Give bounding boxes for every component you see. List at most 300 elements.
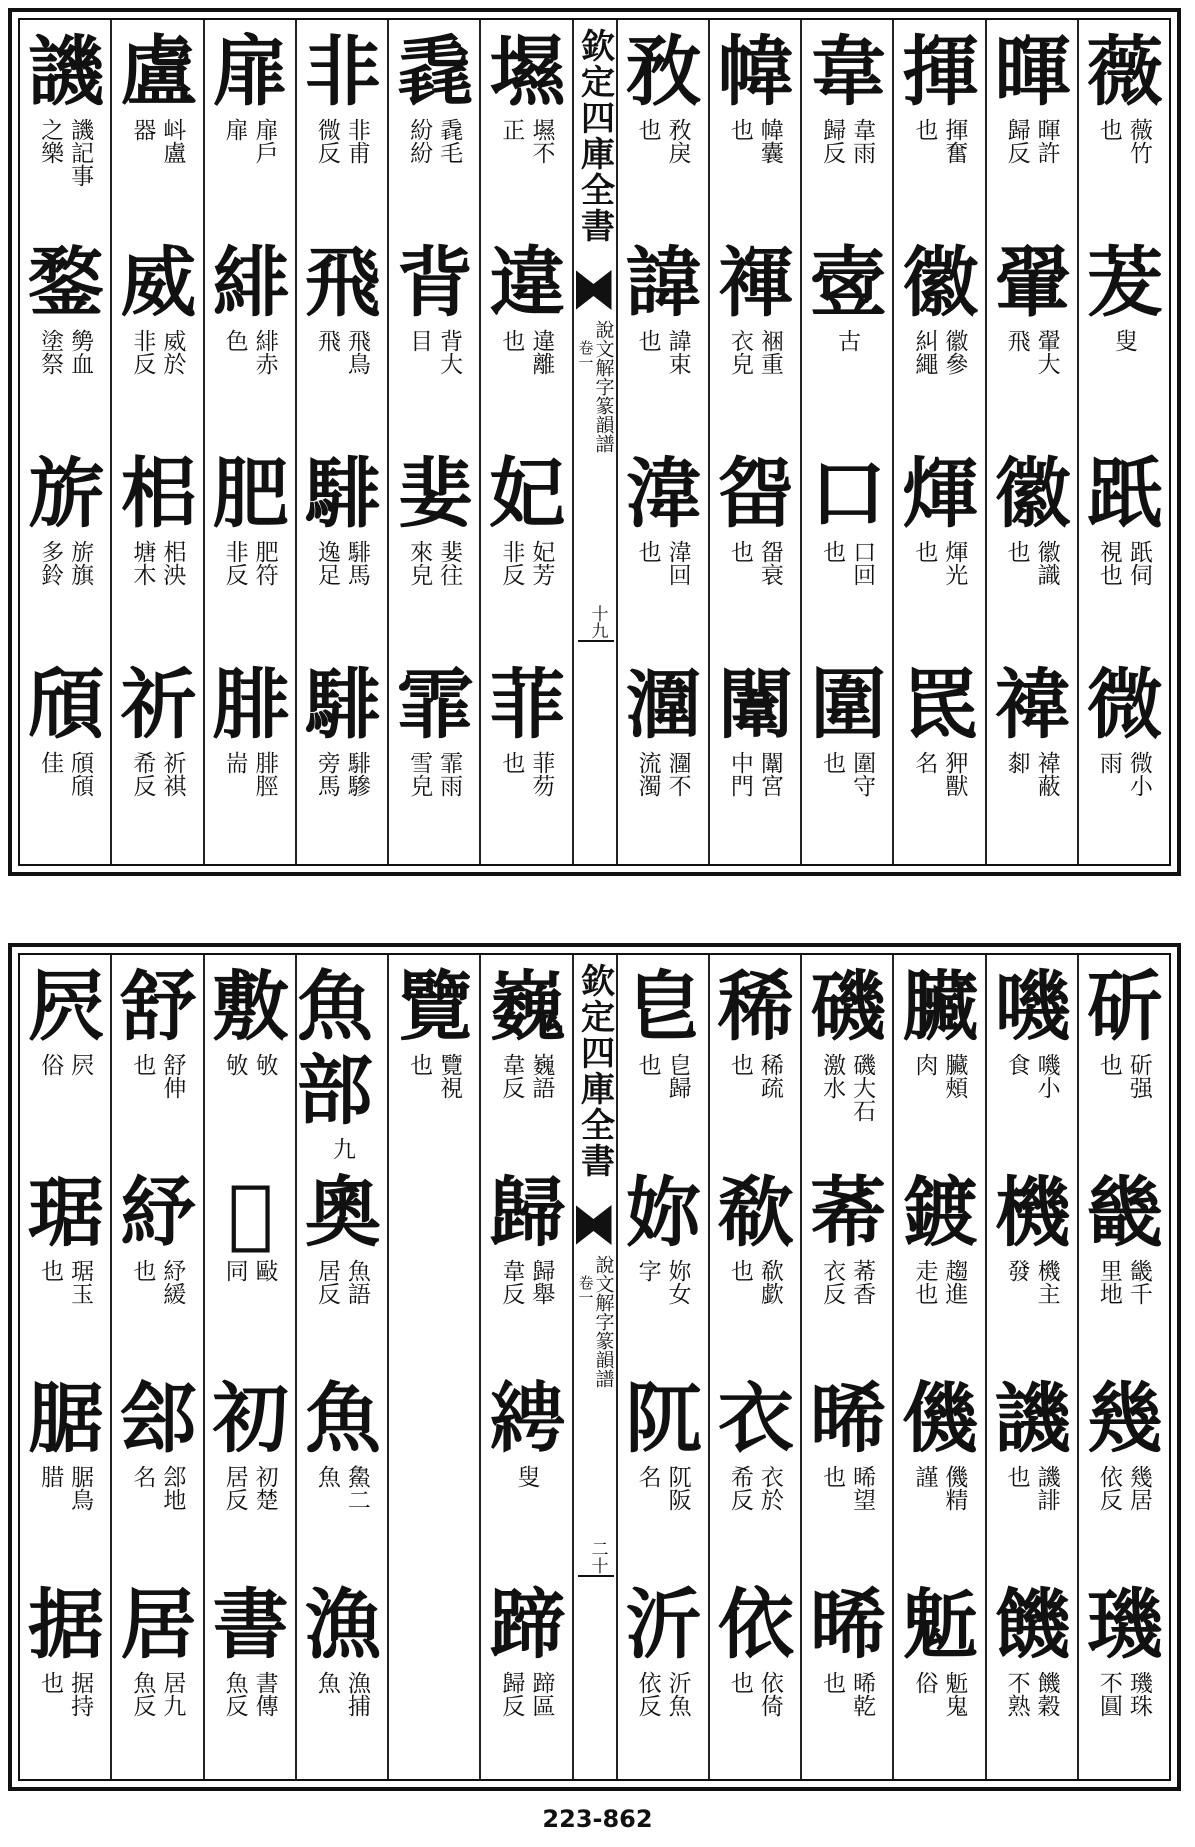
collection-title: 欽定四庫全書 (574, 28, 615, 244)
seal-character: 漁 (304, 1580, 379, 1669)
gloss-line: 翬大 (1033, 329, 1060, 375)
gloss-annotation (38, 1671, 92, 1717)
dictionary-entry (710, 442, 800, 653)
gloss-line: 多鈴 (37, 540, 64, 586)
gloss-line: 鬿鬼 (941, 1671, 968, 1717)
gloss-line: 居反 (313, 1259, 340, 1305)
dictionary-entry (802, 1161, 892, 1367)
seal-character: 初 (212, 1374, 287, 1463)
gloss-line: 俗 (911, 1671, 938, 1694)
gloss-line: 非反 (498, 540, 525, 586)
dictionary-entry (987, 1573, 1077, 1779)
dictionary-entry (20, 1161, 110, 1367)
gloss-line: 趨進 (941, 1259, 968, 1305)
text-column (389, 20, 481, 864)
dictionary-entry (1079, 20, 1169, 231)
seal-character: 沂 (625, 1580, 700, 1669)
gloss-line: 褘蔽 (1033, 751, 1060, 797)
gloss-annotation (728, 751, 782, 797)
gloss-line: 也 (37, 1671, 64, 1694)
dictionary-entry (1079, 1573, 1169, 1779)
dictionary-entry (297, 1161, 387, 1367)
dictionary-entry (481, 653, 571, 864)
gloss-line: 飛鳥 (343, 329, 370, 375)
gloss-line: 䟗伺 (1125, 540, 1152, 586)
text-column (710, 20, 802, 864)
gloss-annotation (499, 329, 553, 375)
dictionary-entry (389, 20, 479, 231)
dictionary-entry (20, 442, 110, 653)
gloss-line: 中門 (726, 751, 753, 797)
dictionary-entry (297, 1573, 387, 1779)
gloss-line: 揮奮 (941, 118, 968, 164)
seal-character: 覽 (397, 962, 472, 1051)
gloss-annotation (223, 1259, 277, 1282)
gloss-annotation (315, 118, 369, 164)
gloss-line: 湋回 (664, 540, 691, 586)
gloss-line: 飛 (313, 329, 340, 352)
dictionary-entry (481, 231, 571, 442)
gloss-line: 歸反 (498, 1671, 525, 1717)
seal-character: 琚 (28, 1168, 103, 1257)
seal-character: 欷 (717, 1168, 792, 1257)
seal-character: 菲 (489, 660, 564, 749)
seal-character: 暉 (994, 27, 1069, 116)
gloss-annotation (636, 540, 690, 586)
gloss-line: 畿千 (1125, 1259, 1152, 1305)
seal-character: 扉 (212, 27, 287, 116)
bottom-page-frame (18, 953, 1171, 1781)
dictionary-entry (894, 1573, 984, 1779)
gloss-line: 衣皃 (726, 329, 753, 375)
gloss-line: 背大 (436, 329, 463, 375)
gloss-line: 琚玉 (67, 1259, 94, 1305)
gloss-line: 違離 (528, 329, 555, 375)
seal-character: 腓 (212, 660, 287, 749)
gloss-line: 也 (726, 1259, 753, 1282)
seal-character: 婓 (397, 449, 472, 538)
gloss-annotation (820, 751, 874, 797)
gloss-line: 依反 (634, 1671, 661, 1717)
gloss-annotation (636, 1671, 690, 1717)
seal-character: 阢 (625, 1374, 700, 1463)
dictionary-entry (20, 20, 110, 231)
seal-character: 揮 (902, 27, 977, 116)
text-column (205, 20, 297, 864)
gloss-annotation (636, 751, 690, 797)
gloss-line: 頎頎 (67, 751, 94, 797)
gloss-line: 巍語 (528, 1053, 555, 1099)
gloss-line: 紛紛 (406, 118, 433, 164)
seal-character: 斫 (1086, 962, 1161, 1051)
seal-character: 敄 (625, 27, 700, 116)
gloss-line: 漁捕 (343, 1671, 370, 1717)
dictionary-entry (710, 653, 800, 864)
gloss-line: 依倚 (756, 1671, 783, 1717)
gloss-line: 也 (1003, 540, 1030, 563)
gloss-annotation (820, 118, 874, 164)
dictionary-entry (112, 20, 202, 231)
dictionary-entry (1079, 442, 1169, 653)
gloss-line: 也 (129, 1259, 156, 1282)
gloss-line: 正 (498, 118, 525, 141)
bottom-page-panel (8, 943, 1181, 1791)
seal-character: 依 (717, 1580, 792, 1669)
gloss-line: 名 (129, 1465, 156, 1488)
gloss-line: 發 (1003, 1259, 1030, 1282)
gloss-line: 目 (406, 329, 433, 352)
gloss-line: 㽜衰 (756, 540, 783, 586)
seal-character: 舒 (120, 962, 195, 1051)
gloss-annotation (315, 329, 369, 375)
dictionary-entry (1079, 1161, 1169, 1367)
seal-character: 非 (304, 27, 379, 116)
text-column (20, 955, 112, 1779)
dictionary-entry (987, 955, 1077, 1161)
gloss-line: 來皃 (406, 540, 433, 586)
dictionary-entry (618, 1161, 708, 1367)
book-title: 說文解字篆韻譜 (592, 1255, 615, 1388)
dictionary-entry (894, 20, 984, 231)
dictionary-entry (389, 955, 479, 1161)
gloss-line: 叟 (513, 1465, 540, 1488)
gloss-annotation (1112, 329, 1136, 352)
gloss-line: 也 (1095, 1053, 1122, 1076)
gloss-annotation (407, 118, 461, 164)
gloss-annotation (1005, 1259, 1059, 1305)
gloss-line: 也 (911, 540, 938, 563)
gloss-annotation (514, 1465, 538, 1488)
gloss-annotation (130, 1465, 184, 1511)
dictionary-entry (710, 1161, 800, 1367)
gloss-line: 九 (328, 1137, 355, 1160)
gloss-line: 也 (726, 118, 753, 141)
dictionary-entry (297, 653, 387, 864)
gloss-line: 霏雨 (436, 751, 463, 797)
gloss-annotation (1097, 118, 1151, 164)
seal-character: 鍪 (28, 238, 103, 327)
gloss-annotation (820, 1259, 874, 1305)
seal-character: 諱 (625, 238, 700, 327)
gloss-line: 也 (498, 751, 525, 774)
dictionary-entry (205, 1161, 295, 1367)
seal-character: 郐 (120, 1374, 195, 1463)
gloss-annotation (1005, 1465, 1059, 1511)
collection-title: 欽定四庫全書 (574, 963, 615, 1179)
dictionary-entry (297, 20, 387, 231)
gloss-line: 婓往 (436, 540, 463, 586)
gloss-line: 不熟 (1003, 1671, 1030, 1717)
gloss-line: 口回 (849, 540, 876, 586)
gloss-annotation (499, 1671, 553, 1717)
dictionary-entry (710, 231, 800, 442)
gloss-line: 諱束 (664, 329, 691, 375)
gloss-annotation (912, 118, 966, 164)
gloss-line: 也 (819, 1465, 846, 1488)
dictionary-entry (987, 1367, 1077, 1573)
gloss-annotation (499, 118, 553, 164)
gloss-line: 初楚 (251, 1465, 278, 1511)
gloss-line: 敄戾 (664, 118, 691, 164)
dictionary-entry (1079, 231, 1169, 442)
book-title: 說文解字篆韻譜 (592, 320, 615, 453)
gloss-line: 幃囊 (756, 118, 783, 164)
gloss-line: 腓脛 (251, 751, 278, 797)
gloss-line: 也 (911, 118, 938, 141)
gloss-annotation (912, 751, 966, 797)
seal-character: 紓 (120, 1168, 195, 1257)
seal-character: 磯 (810, 962, 885, 1051)
gloss-line: 依反 (1095, 1465, 1122, 1511)
gloss-line: 希反 (726, 1465, 753, 1511)
gloss-annotation (1005, 118, 1059, 164)
gloss-line: 俗 (37, 1053, 64, 1076)
gloss-line: 斫强 (1125, 1053, 1152, 1099)
dictionary-entry (389, 653, 479, 864)
catalog-page-number: 223-862 (542, 1805, 653, 1833)
seal-character: 腒 (28, 1374, 103, 1463)
gloss-line: 也 (634, 540, 661, 563)
gloss-annotation (130, 1259, 184, 1305)
gloss-line: 扉戶 (251, 118, 278, 164)
dictionary-entry (112, 1573, 202, 1779)
gloss-line: 雨 (1095, 751, 1122, 774)
gloss-line: 魚 (313, 1671, 340, 1694)
seal-character: 𢿱 (227, 1168, 272, 1257)
volume-label: 卷一 (576, 1275, 595, 1305)
gloss-line: 之樂 (37, 118, 64, 164)
seal-character: 旂 (28, 449, 103, 538)
gloss-annotation (38, 1465, 92, 1511)
gloss-line: 郐地 (159, 1465, 186, 1511)
gloss-annotation (223, 1465, 277, 1511)
gloss-line: 僟精 (941, 1465, 968, 1511)
dictionary-entry (710, 955, 800, 1161)
seal-character: 蹄 (489, 1580, 564, 1669)
gloss-line: 敂 (221, 1053, 248, 1076)
dictionary-entry (20, 653, 110, 864)
gloss-line: 幾居 (1125, 1465, 1152, 1511)
gloss-line: 㞳盧 (159, 118, 186, 164)
gloss-annotation (912, 1053, 966, 1099)
gloss-annotation (636, 1259, 690, 1305)
text-column (1079, 955, 1169, 1779)
text-column (710, 955, 802, 1779)
gloss-annotation (636, 118, 690, 164)
gloss-line: 緋赤 (251, 329, 278, 375)
gloss-line: 毳毛 (436, 118, 463, 164)
dictionary-entry (205, 20, 295, 231)
gloss-line: 里地 (1095, 1259, 1122, 1305)
seal-character: 頎 (28, 660, 103, 749)
dictionary-entry (297, 231, 387, 442)
seal-character: 饑 (994, 1580, 1069, 1669)
dictionary-entry (1079, 1367, 1169, 1573)
seal-character: 莃 (810, 1168, 885, 1257)
seal-character: 妳 (625, 1168, 700, 1257)
gloss-annotation (130, 329, 184, 375)
gloss-line: 敂 (251, 1053, 278, 1076)
gloss-line: 圍守 (849, 751, 876, 797)
seal-character: 背 (397, 238, 472, 327)
gloss-annotation (728, 1671, 782, 1717)
text-column (987, 20, 1079, 864)
dictionary-entry (894, 955, 984, 1161)
seal-character: 口 (810, 449, 885, 538)
seal-character: 翬 (994, 238, 1069, 327)
gloss-annotation (223, 118, 277, 164)
seal-character: 㙷 (489, 27, 564, 116)
gloss-line: 祈祺 (159, 751, 186, 797)
dictionary-entry (112, 653, 202, 864)
gloss-annotation (835, 329, 859, 352)
seal-character: 妃 (489, 449, 564, 538)
seal-character: 𦀔 (489, 1374, 564, 1463)
seal-character: 譏 (28, 27, 103, 116)
dictionary-entry (618, 442, 708, 653)
gloss-line: 古 (834, 329, 861, 352)
gloss-line: 也 (1003, 1465, 1030, 1488)
gloss-line: 覽視 (436, 1053, 463, 1099)
gloss-line: 食 (1003, 1053, 1030, 1076)
dictionary-entry (618, 955, 708, 1161)
gloss-annotation (499, 540, 553, 586)
gloss-line: 徽識 (1033, 540, 1060, 586)
seal-character: 韋 (810, 27, 885, 116)
dictionary-entry (987, 653, 1077, 864)
seal-character: 鍍 (902, 1168, 977, 1257)
gloss-line: 旂旗 (67, 540, 94, 586)
gloss-line: 非甫 (343, 118, 370, 164)
gloss-line: 同 (221, 1259, 248, 1282)
text-column (205, 955, 297, 1779)
gloss-line: 扉 (221, 118, 248, 141)
dictionary-entry (205, 442, 295, 653)
text-column (618, 955, 710, 1779)
gloss-line: 非反 (129, 329, 156, 375)
seal-character: 歸 (489, 1168, 564, 1257)
dictionary-entry (20, 1367, 110, 1573)
gloss-line: 歸舉 (528, 1259, 555, 1305)
text-column (297, 20, 389, 864)
seal-character: 祈 (120, 660, 195, 749)
gloss-line: 譏記事 (67, 118, 94, 187)
dictionary-entry (987, 20, 1077, 231)
gloss-line: 流濁 (634, 751, 661, 797)
gloss-annotation (820, 1053, 874, 1122)
dictionary-entry (894, 231, 984, 442)
gloss-annotation (223, 1053, 277, 1076)
gloss-annotation (1097, 1671, 1151, 1717)
gloss-line: 据持 (67, 1671, 94, 1717)
gloss-annotation (636, 329, 690, 375)
seal-character: 衣 (717, 1374, 792, 1463)
seal-character: 薇 (1086, 27, 1161, 116)
dictionary-entry (389, 442, 479, 653)
seal-character: 巍 (489, 962, 564, 1051)
dictionary-entry (618, 231, 708, 442)
gloss-annotation (130, 751, 184, 797)
gloss-annotation (1097, 1053, 1151, 1099)
gloss-line: 厀 (1003, 751, 1030, 774)
seal-character: 褘 (994, 660, 1069, 749)
seal-character: 幃 (717, 27, 792, 116)
gloss-line: 腒鳥 (67, 1465, 94, 1511)
seal-character: 茇 (1086, 238, 1161, 327)
dictionary-entry (802, 1367, 892, 1573)
seal-character: 㭒 (120, 449, 195, 538)
gloss-annotation (728, 1259, 782, 1305)
text-column (894, 955, 986, 1779)
gloss-line: 衣於 (756, 1465, 783, 1511)
dictionary-entry (20, 1573, 110, 1779)
dictionary-entry (894, 653, 984, 864)
text-column (1079, 20, 1169, 864)
seal-character: 飛 (304, 238, 379, 327)
gloss-annotation (130, 540, 184, 586)
gloss-line: 妃芳 (528, 540, 555, 586)
gloss-line: 晞乾 (849, 1671, 876, 1717)
dictionary-entry (618, 20, 708, 231)
gloss-line: 也 (819, 1671, 846, 1694)
gloss-line: 韋雨 (849, 118, 876, 164)
seal-character: 奧 (304, 1168, 379, 1257)
dictionary-entry (618, 1367, 708, 1573)
gloss-annotation (728, 1465, 782, 1511)
seal-character: 据 (28, 1580, 103, 1669)
seal-character: 屄 (28, 962, 103, 1051)
gloss-annotation (38, 751, 92, 797)
top-columns (20, 20, 1169, 864)
gloss-annotation (636, 1465, 690, 1511)
dictionary-entry (389, 231, 479, 442)
gloss-line: 微反 (313, 118, 340, 164)
gloss-annotation (728, 540, 782, 586)
dictionary-entry (987, 1161, 1077, 1367)
gloss-annotation (130, 1671, 184, 1717)
gloss-line: 塗祭 (37, 329, 64, 375)
gloss-line: 視也 (1095, 540, 1122, 586)
gloss-line: 衣反 (819, 1259, 846, 1305)
dictionary-entry (710, 1367, 800, 1573)
gloss-annotation (1005, 329, 1059, 375)
gloss-annotation (223, 329, 277, 375)
gloss-line: 皀歸 (664, 1053, 691, 1099)
gloss-line: 闈宮 (756, 751, 783, 797)
text-column (112, 955, 204, 1779)
gloss-annotation (407, 1053, 461, 1099)
gloss-annotation (1005, 540, 1059, 586)
seal-character: 霏 (397, 660, 472, 749)
page-number: 十九 (587, 605, 608, 639)
dictionary-entry (710, 1573, 800, 1779)
seal-character: 㽜 (717, 449, 792, 538)
gloss-line: 微小 (1125, 751, 1152, 797)
dictionary-entry (205, 1573, 295, 1779)
dictionary-entry (112, 955, 202, 1161)
dictionary-entry (389, 1573, 479, 1779)
seal-character: 機 (994, 1168, 1069, 1257)
gloss-line: 名 (634, 1465, 661, 1488)
dictionary-entry (481, 1161, 571, 1367)
seal-character: 徽 (902, 238, 977, 327)
dictionary-entry (389, 1161, 479, 1367)
gloss-line: 饑穀 (1033, 1671, 1060, 1717)
seal-character: 居 (120, 1580, 195, 1669)
gloss-line: 𩺰二 (343, 1465, 370, 1511)
seal-character: 敷 (212, 962, 287, 1051)
dictionary-entry (389, 1367, 479, 1573)
